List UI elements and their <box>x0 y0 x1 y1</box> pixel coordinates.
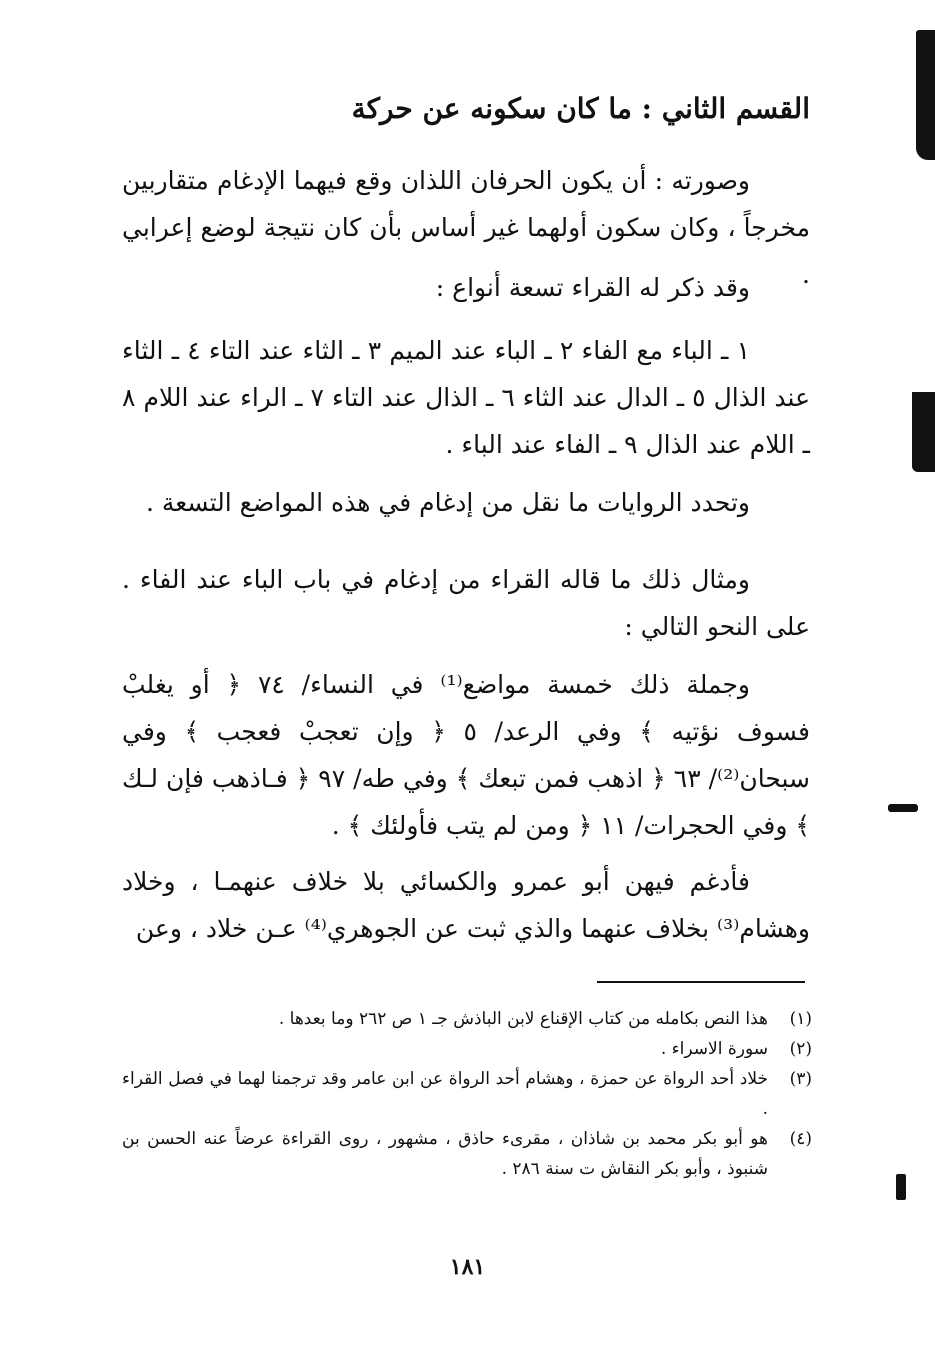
footnotes <box>122 1004 812 1184</box>
footnote-separator <box>597 981 805 983</box>
footnote-2 <box>122 1034 812 1064</box>
paragraph-types-intro: وقد ذكر له القراء تسعة أنواع : <box>435 273 750 302</box>
scan-edge-mark-dash <box>888 804 918 812</box>
page-number: ١٨١ <box>449 1254 486 1280</box>
footnote-1 <box>122 1004 812 1034</box>
paragraph-example: ومثال ذلك ما قاله القراء من إدغام في باب الباء عند الفاء . على النحو التالي : <box>122 565 810 641</box>
footnote-marker: (٢) <box>789 1039 812 1059</box>
scan-edge-mark-middle <box>912 392 935 472</box>
footnote-marker: (١) <box>789 1009 812 1029</box>
footnote-text: خلاد أحد الرواة عن حمزة ، وهشام أحد الرواة عن ابن عامر وقد ترجمنا لهما في فصل القراء . <box>122 1069 768 1119</box>
scan-edge-mark-bottom <box>896 1174 906 1200</box>
scan-edge-mark-top <box>916 30 935 160</box>
footnote-3 <box>122 1064 812 1124</box>
footnote-text: هو أبو بكر محمد بن شاذان ، مقرىء حاذق ، مشهور ، روى القراءة عرضاً عنه الحسن بن شنبوذ ، وأبو بكر النقاش ت سنة ٢٨٦ . <box>122 1129 768 1179</box>
footnote-marker: (٤) <box>789 1129 812 1149</box>
footnote-text: هذا النص بكامله من كتاب الإقناع لابن الباذش جـ ١ ص ٢٦٢ وما بعدها . <box>278 1009 768 1029</box>
paragraph-assimilation: فأدغم فيهن أبو عمرو والكسائي بلا خلاف عنهمـا ، وخلاد وهشام⁽³⁾ بخلاف عنهما والذي ثبت عن الجوهري⁽⁴⁾ عـن خلاد ، وعن <box>122 867 810 943</box>
paragraph-narrations: وتحدد الروايات ما نقل من إدغام في هذه المواضع التسعة . <box>145 488 750 517</box>
footnote-marker: (٣) <box>789 1069 812 1089</box>
paragraph-types-list: ١ ـ الباء مع الفاء ٢ ـ الباء عند الميم ٣ ـ الثاء عند التاء ٤ ـ الثاء عند الذال ٥ ـ الدال عند الثاء ٦ ـ الذال عند التاء ٧ ـ الراء عند اللام ٨ ـ اللام عند الذال ٩ ـ الفاء عند الباء . <box>122 336 811 459</box>
section-heading: القسم الثاني : ما كان سكونه عن حركة <box>351 92 810 125</box>
paragraph-occurrences: وجملة ذلك خمسة مواضع⁽¹⁾ في النساء/ ٧٤ ﴿ أو يغلبْ فسوف نؤتيه ﴾ وفي الرعد/ ٥ ﴿ وإن تعجبْ فعجب ﴾ وفي سبحان⁽²⁾/ ٦٣ ﴿ اذهب فمن تبعك ﴾ وفي طه/ ٩٧ ﴿ فـاذهب فإن لـك ﴾ وفي الحجرات/ ١١ ﴿ ومن لم يتب فأولئك ﴾ . <box>122 670 810 840</box>
footnote-text: سورة الاسراء . <box>660 1039 768 1059</box>
paragraph-form: وصورته : أن يكون الحرفان اللذان وقع فيهما الإدغام متقاربين مخرجاً ، وكان سكون أولهما غير أساس بأن كان نتيجة لوضع إعرابي . <box>122 166 810 289</box>
footnote-4 <box>122 1124 812 1184</box>
